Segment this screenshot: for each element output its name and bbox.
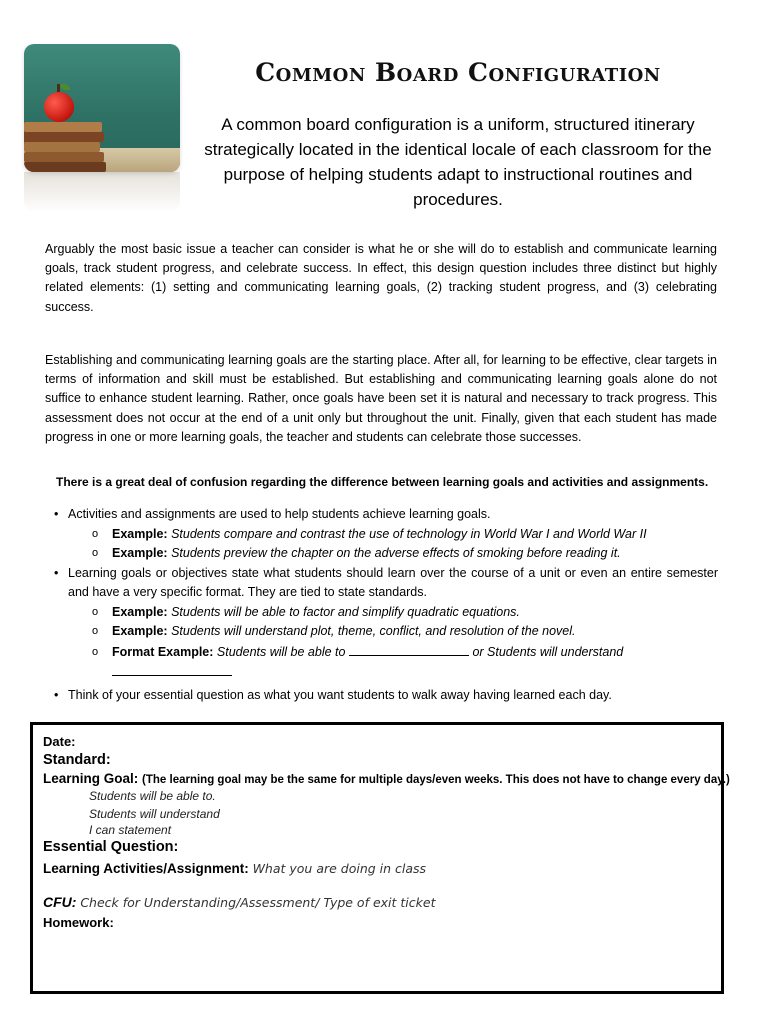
bullet-list (52, 505, 718, 705)
example-text: Students compare and contrast the use of technology in World War I and World War II (171, 526, 647, 541)
bullet-text: Activities and assignments are used to help students achieve learning goals. (68, 507, 491, 521)
activities-row (43, 861, 426, 876)
confusion-note: There is a great deal of confusion regarding the difference between learning goals and activities and assignments. (56, 475, 709, 489)
book (24, 142, 100, 152)
learning-goal-row (43, 771, 730, 786)
bullet-text: Learning goals or objectives state what students should learn over the course of a unit or even an entire semester and have a very specific format. They are tied to state standards. (68, 565, 718, 599)
book (24, 132, 104, 142)
paragraph: Establishing and communicating learning goals are the starting place. After all, for learning to be effective, clear targets in terms of information and skill must be established. But establishing and communicating learning goals alone do not suffice to enhance student learning. Rather, once goals have been set it is natural and necessary to track progress. This assessment does not occur at the end of a unit only but throughout the unit. Finally, given that each student has made progress in one or more learning goals, the teacher and students can celebrate those successes. (45, 353, 717, 444)
format-example-label: Format Example: (112, 644, 214, 659)
example-label: Example: (112, 604, 168, 619)
example-label: Example: (112, 624, 168, 638)
goal-line: Students will be able to. (89, 789, 216, 803)
blank-line (349, 643, 469, 656)
board-template (30, 722, 730, 994)
learning-goal-label: Learning Goal: (43, 771, 139, 786)
activities-desc: What you are doing in class (252, 861, 427, 876)
sub-bullet (52, 525, 718, 545)
image-reflection (24, 172, 180, 212)
cfu-desc: Check for Understanding/Assessment/ Type of exit ticket (80, 895, 436, 910)
format-text: Students will be able to (216, 644, 346, 659)
intro-text: A common board configuration is a uniform, structured itinerary strategically located in the identical locale of each classroom for the purpose of helping students adapt to instructional routines and procedures. (204, 115, 712, 209)
apple-leaf (60, 84, 70, 90)
cfu-row (43, 894, 435, 910)
activities-label: Learning Activities/Assignment: (43, 861, 249, 876)
standard-label: Standard: (43, 752, 111, 768)
cfu-label: CFU: (43, 894, 77, 910)
essential-question-label: Essential Question: (43, 839, 179, 855)
paragraph: Arguably the most basic issue a teacher can consider is what he or she will do to establish and communicate learning goals, track student progress, and celebrate success. In effect, this design question includes three distinct but highly related elements: (1) setting and communicating learning goals, (2) tracking student progress, and (3) celebrating success. (45, 242, 717, 314)
bullet-item (52, 505, 718, 525)
learning-goal-note: (The learning goal may be the same for multiple days/even weeks. This does not have to change every day.) (142, 774, 730, 786)
goal-line: I can statement (89, 823, 172, 837)
sub-bullet (52, 642, 718, 682)
example-text: Students preview the chapter on the adverse effects of smoking before reading it. (171, 546, 621, 560)
sub-bullet (52, 544, 718, 564)
homework-label: Homework: (43, 915, 114, 930)
apple-icon (44, 92, 74, 122)
book (24, 122, 102, 132)
goal-line: Students will understand (89, 807, 220, 821)
format-text: or Students will understand (472, 644, 624, 659)
sub-bullet (52, 622, 718, 642)
book (24, 162, 106, 172)
sub-bullet (52, 603, 718, 623)
example-label: Example: (112, 546, 168, 560)
example-text: Students will be able to factor and simplify quadratic equations. (171, 604, 520, 619)
bullet-item (52, 686, 718, 706)
example-text: Students will understand plot, theme, conflict, and resolution of the novel. (171, 624, 576, 638)
date-label: Date: (43, 734, 76, 749)
book (24, 152, 104, 162)
header-image (24, 44, 180, 172)
bullet-text: Think of your essential question as what you want students to walk away having learned each day. (68, 687, 612, 702)
blank-line (112, 663, 232, 676)
example-label: Example: (112, 526, 168, 541)
bullet-item (52, 564, 718, 603)
page-title: Common Board Configuration (255, 58, 661, 87)
